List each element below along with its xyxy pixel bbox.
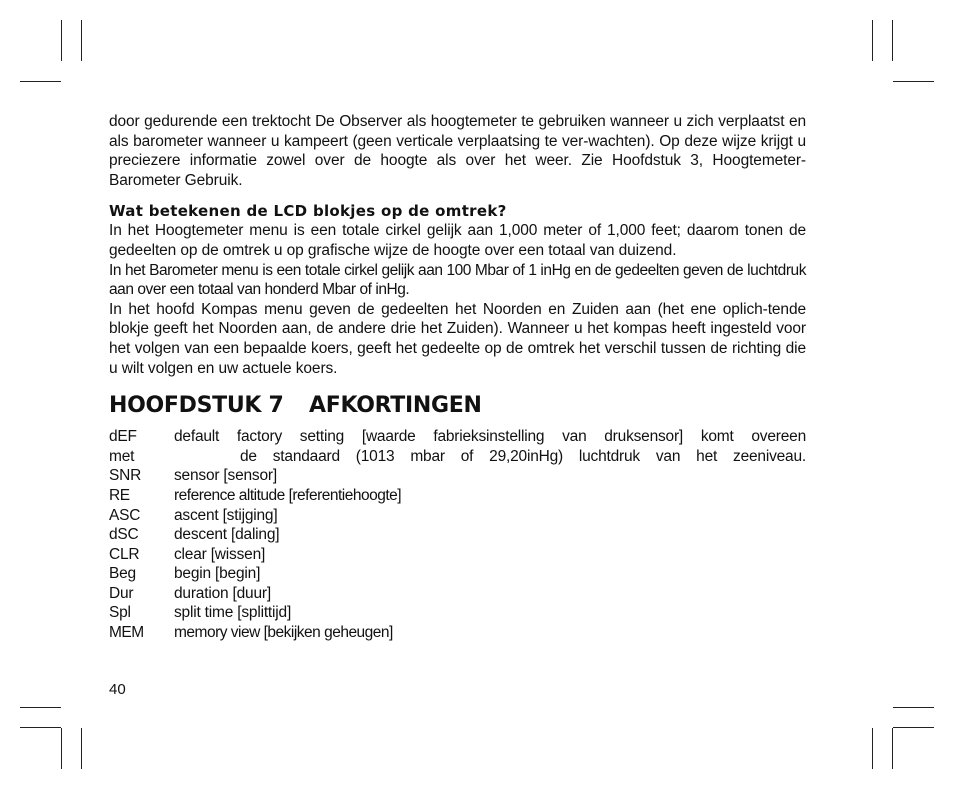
chapter-title: AFKORTINGEN [309, 393, 482, 419]
abbreviation-row [109, 427, 806, 447]
abbreviation-code: ASC [109, 506, 141, 524]
abbreviation-code: SNR [109, 467, 142, 485]
abbreviation-code: dEF [109, 428, 137, 446]
crop-mark [892, 728, 893, 769]
lcd-paragraph-1: In het Hoogtemeter menu is een totale cirkel gelijk aan 1,000 meter of 1,000 feet; daarom tonen de gedeelten op de omtrek u op grafische wijze de hoogte over een totaal van duizend. [109, 222, 806, 259]
abbreviation-row [109, 447, 806, 467]
abbreviation-desc: sensor [sensor] [174, 467, 277, 485]
abbreviation-code: met [109, 447, 135, 465]
abbreviation-desc: ascent [stijging] [174, 506, 278, 524]
abbreviation-desc: default factory setting [waarde fabrieksinstelling van druksensor] komt overeen [174, 428, 806, 446]
crop-mark [872, 728, 873, 769]
abbreviation-desc: begin [begin] [174, 565, 261, 583]
abbreviation-row [109, 603, 806, 623]
abbreviation-row [109, 486, 806, 506]
abbreviation-row [109, 506, 806, 526]
crop-mark [872, 20, 873, 61]
abbreviation-code: MEM [109, 624, 144, 642]
crop-mark [61, 20, 62, 61]
abbreviation-row [109, 564, 806, 584]
intro-paragraph: door gedurende een trektocht De Observer als hoogtemeter te gebruiken wanneer u zich verplaatst en als barometer wanneer u kampeert (geen verticale verplaatsing te ver-wachten). Op deze wijze krijgt u preciezere informatie zowel over de hoogte als over het weer. Zie Hoofdstuk 3, Hoogtemeter-Barometer Gebruik. [109, 113, 806, 189]
crop-mark [61, 728, 62, 769]
abbreviation-row [109, 623, 806, 643]
abbreviation-desc: memory view [bekijken geheugen] [174, 624, 393, 642]
abbreviation-list [109, 427, 806, 643]
crop-mark [81, 20, 82, 61]
lcd-paragraph-3: In het hoofd Kompas menu geven de gedeelten het Noorden en Zuiden aan (het ene oplich-tende blokje geeft het Noorden aan, de andere drie het Zuiden). Wanneer u het kompas heeft ingesteld voor het volgen van een bepaalde koers, geeft het gedeelte op de omtrek het verschil tussen de richting die u wilt volgen en uw actuele koers. [109, 300, 806, 377]
crop-mark [893, 727, 934, 728]
chapter-heading [109, 392, 806, 420]
abbreviation-desc: split time [splittijd] [174, 604, 292, 622]
abbreviation-code: Dur [109, 584, 134, 602]
crop-mark [81, 728, 82, 769]
page-content [109, 112, 806, 643]
page-number: 40 [109, 681, 126, 698]
crop-mark [20, 81, 61, 82]
crop-mark [893, 707, 934, 708]
crop-mark [893, 81, 934, 82]
abbreviation-code: RE [109, 486, 130, 504]
crop-mark [20, 707, 61, 708]
abbreviation-code: dSC [109, 526, 139, 544]
chapter-number: HOOFDSTUK 7 [109, 393, 284, 419]
abbreviation-row [109, 545, 806, 565]
abbreviation-desc: de standaard (1013 mbar of 29,20inHg) luchtdruk van het zeeniveau. [240, 447, 806, 465]
lcd-paragraph-2: In het Barometer menu is een totale cirkel gelijk aan 100 Mbar of 1 inHg en de gedeelten geven de luchtdruk aan over een totaal van honderd Mbar of inHg. [109, 261, 806, 299]
crop-mark [892, 20, 893, 61]
crop-mark [20, 727, 61, 728]
abbreviation-desc: clear [wissen] [174, 545, 266, 563]
abbreviation-desc: descent [daling] [174, 526, 280, 544]
abbreviation-desc: reference altitude [referentiehoogte] [174, 486, 402, 504]
abbreviation-row [109, 525, 806, 545]
abbreviation-code: CLR [109, 545, 140, 563]
abbreviation-row [109, 466, 806, 486]
abbreviation-desc: duration [duur] [174, 584, 271, 602]
abbreviation-code: Spl [109, 604, 131, 622]
abbreviation-code: Beg [109, 565, 136, 583]
abbreviation-row [109, 584, 806, 604]
lcd-heading: Wat betekenen de LCD blokjes op de omtrek? [109, 202, 507, 221]
